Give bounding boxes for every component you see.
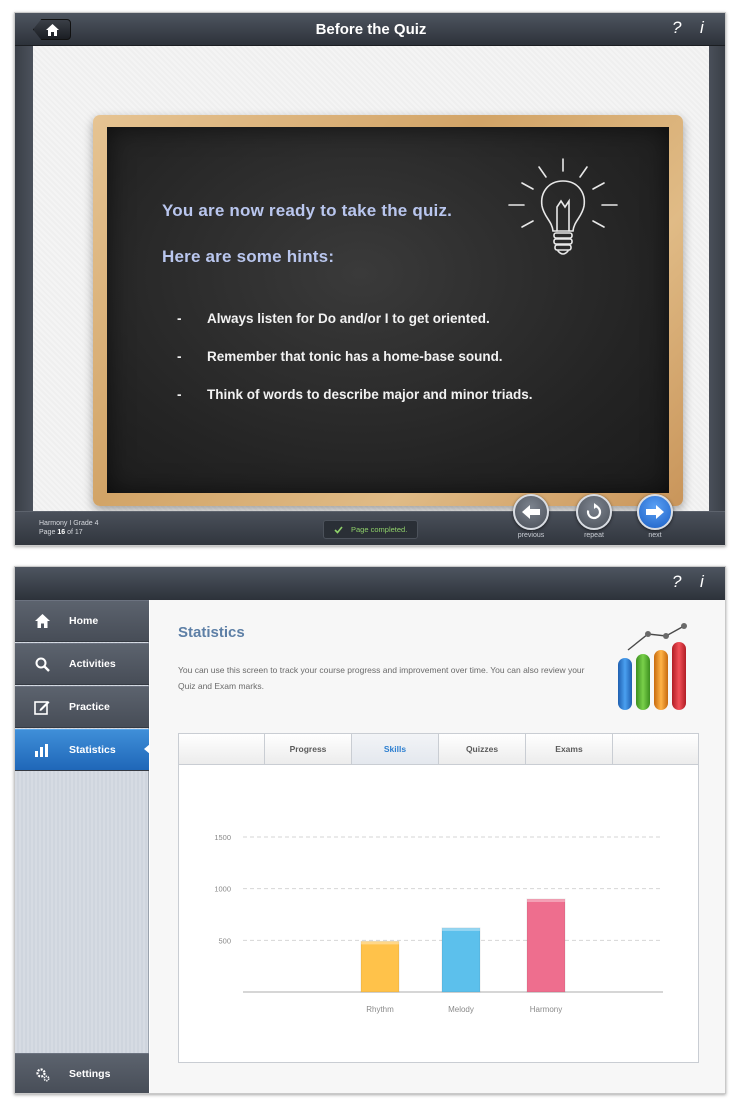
hint-text: Remember that tonic has a home-base sound.: [207, 349, 503, 364]
right-edge: [707, 46, 725, 511]
bottom-bar: [15, 511, 726, 546]
main-panel: [150, 600, 726, 1094]
bar-highlight: [361, 941, 399, 944]
page-description: You can use this screen to track your course progress and improvement over time. You can also review your Quiz and Exam marks.: [178, 665, 585, 691]
hint-item: [177, 311, 490, 326]
repeat-icon: [585, 503, 603, 521]
tab-skills[interactable]: Skills: [352, 734, 439, 764]
sidebar-item-statistics[interactable]: [15, 729, 149, 771]
help-icon[interactable]: ?: [672, 572, 682, 591]
tab-progress[interactable]: Progress: [265, 734, 352, 764]
status-badge: [323, 520, 418, 539]
page-prefix: Page: [39, 529, 56, 536]
page-of: of: [67, 529, 73, 536]
lightbulb-icon: [504, 155, 624, 275]
bar-rhythm: [361, 941, 399, 992]
bar-melody: [442, 928, 480, 992]
hint-item: [177, 349, 503, 364]
help-icon[interactable]: ?: [672, 18, 682, 37]
chalkboard-frame: [93, 115, 683, 506]
top-bar: [15, 13, 726, 46]
arrow-left-icon: [522, 505, 540, 519]
sidebar-item-label: Home: [69, 615, 99, 627]
home-icon: [15, 614, 69, 628]
previous-button[interactable]: [513, 494, 549, 530]
bullet: -: [177, 311, 182, 326]
tab-spacer-right: [613, 734, 698, 764]
statistics-icon: [616, 622, 700, 714]
search-icon: [15, 657, 69, 672]
sidebar: [15, 600, 149, 1094]
bar-chart-icon: [15, 743, 69, 757]
tab-quizzes[interactable]: Quizzes: [439, 734, 526, 764]
arrow-right-icon: [646, 505, 664, 519]
repeat-label: repeat: [584, 532, 604, 539]
skills-chart: [179, 765, 698, 1062]
sidebar-item-label: Practice: [69, 701, 110, 713]
next-button[interactable]: [637, 494, 673, 530]
sidebar-item-activities[interactable]: [15, 643, 149, 685]
previous-label: previous: [517, 532, 545, 539]
bullet: -: [177, 349, 182, 364]
x-tick-label: Melody: [448, 1005, 474, 1014]
lesson-content: [33, 46, 709, 511]
course-info: [39, 519, 99, 537]
edit-icon: [15, 699, 69, 715]
top-bar: [15, 567, 726, 600]
y-tick-label: 500: [218, 936, 231, 946]
y-tick-label: 1000: [214, 884, 231, 894]
statistics-panel: [178, 733, 699, 1063]
page-title: Before the Quiz: [315, 21, 427, 38]
hint-text: Think of words to describe major and minor triads.: [207, 387, 533, 402]
tab-bar: [179, 734, 698, 765]
subheadline: Here are some hints:: [162, 247, 335, 266]
page-title: Statistics: [178, 624, 245, 641]
checkmark-icon: [334, 526, 343, 534]
sidebar-item-label: Activities: [69, 658, 116, 670]
x-tick-label: Harmony: [529, 1005, 563, 1014]
hint-text: Always listen for Do and/or I to get oriented.: [207, 311, 490, 326]
left-edge: [15, 46, 33, 511]
info-icon[interactable]: i: [700, 18, 704, 37]
tab-spacer-left: [179, 734, 265, 764]
bar-harmony: [527, 899, 565, 992]
status-text: Page completed.: [351, 525, 408, 534]
headline: You are now ready to take the quiz.: [162, 201, 453, 220]
hint-item: [177, 387, 533, 402]
sidebar-item-practice[interactable]: [15, 686, 149, 728]
page-indicator: [39, 528, 99, 537]
chalkboard: [107, 127, 669, 493]
y-tick-label: 1500: [214, 833, 231, 842]
gear-icon: [15, 1067, 69, 1082]
statistics-screen: [14, 566, 726, 1094]
lesson-screen: [14, 12, 726, 546]
x-tick-label: Rhythm: [366, 1005, 394, 1014]
settings-label: Settings: [69, 1068, 111, 1080]
bar-highlight: [442, 928, 480, 931]
bar-highlight: [527, 899, 565, 902]
page-current: 16: [57, 529, 66, 536]
sidebar-item-settings[interactable]: [15, 1053, 149, 1094]
info-icon[interactable]: i: [700, 572, 704, 591]
course-name: Harmony I Grade 4: [39, 520, 99, 527]
sidebar-item-home[interactable]: [15, 600, 149, 642]
bullet: -: [177, 387, 182, 402]
repeat-button[interactable]: [576, 494, 612, 530]
sidebar-item-label: Statistics: [69, 744, 116, 756]
tab-exams[interactable]: Exams: [526, 734, 613, 764]
page-total: 17: [74, 529, 83, 536]
next-label: next: [648, 532, 662, 539]
